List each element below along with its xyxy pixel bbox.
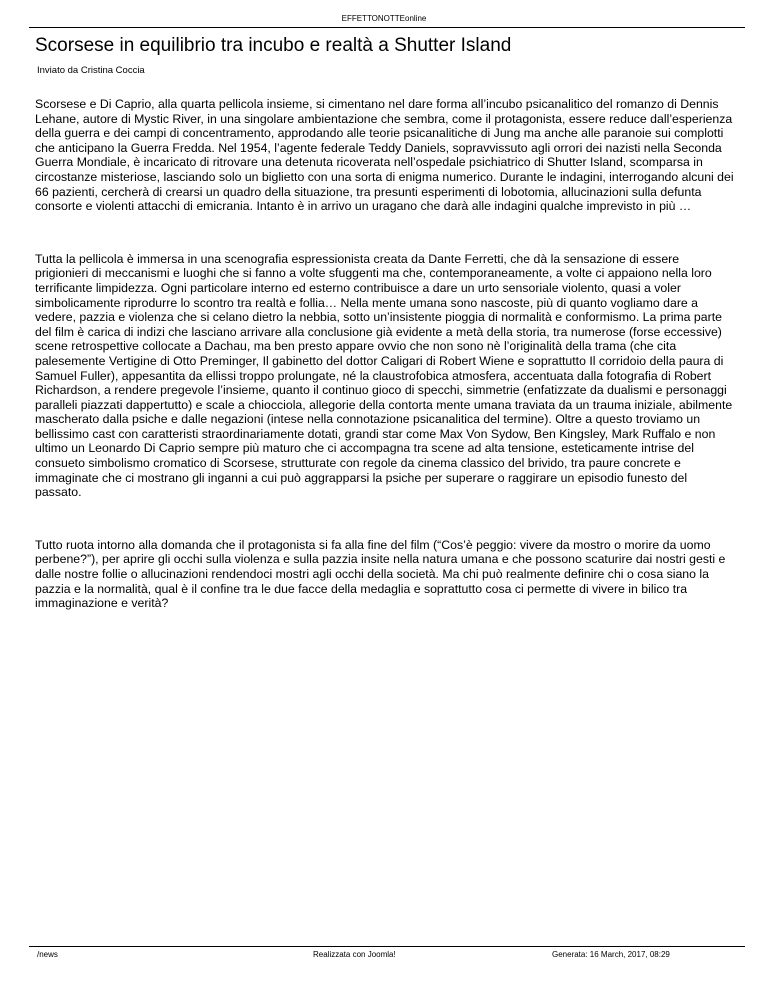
article-byline: Inviato da Cristina Coccia <box>37 65 145 76</box>
article-title: Scorsese in equilibrio tra incubo e realtà a Shutter Island <box>35 35 512 56</box>
footer-path: /news <box>37 950 58 959</box>
footer-generated-date: Generata: 16 March, 2017, 08:29 <box>552 950 670 959</box>
footer-divider <box>29 946 745 947</box>
article-paragraph-3: Tutto ruota intorno alla domanda che il protagonista si fa alla fine del film (“Cos’è peggio: vivere da mostro o morire da uomo perbene?”), per aprire gli occhi sulla violenza e sulla pazzia insite nella natura umana e che possono scaturire dai nostri gesti e dalle nostre follie o allucinazioni rendendoci mostri agli occhi della società. Ma chi può realmente definire chi o cosa siano la pazzia e la normalità, qual è il confine tra le due facce della medaglia e soprattutto cosa ci permette di vivere in bilico tra immaginazione e verità? <box>35 537 726 611</box>
article-paragraph-1: Scorsese e Di Caprio, alla quarta pellicola insieme, si cimentano nel dare forma all’incubo psicanalitico del romanzo di Dennis Lehane, autore di Mystic River, in una singolare ambientazione che sembra, come il protagonista, essere reduce dall’esperienza della guerra e dei campi di concentramento, approdando alle teorie psicanalitiche di Jung ma anche alle paranoie sui complotti che anticipano la Guerra Fredda. Nel 1954, l’agente federale Teddy Daniels, sopravvissuto agli orrori dei nazisti nella Seconda Guerra Mondiale, è incaricato di ritrovare una detenuta ricoverata nell’ospedale psichiatrico di Shutter Island, scomparsa in circostanze misteriose, lasciando solo un biglietto con una sorta di enigma numerico. Durante le indagini, interrogando alcuni dei 66 pazienti, cercherà di crearsi un quadro della situazione, tra presunti esperimenti di lobotomia, allucinazioni sulla defunta consorte e violenti attacchi di emicrania. Intanto è in arrivo un uragano che darà alle indagini qualche imprevisto in più … <box>35 97 734 214</box>
header-divider <box>29 27 745 28</box>
article-body <box>35 97 734 649</box>
article-paragraph-2: Tutta la pellicola è immersa in una scenografia espressionista creata da Dante Ferretti, che dà la sensazione di essere prigionieri di meccanismi e luoghi che si fanno a volte sfuggenti ma che, contemporaneamente, a volte ci appaiono nella loro terrificante limpidezza. Ogni particolare interno ed esterno contribuisce a dare un urto sensoriale violento, quasi a voler simbolicamente riprodurre lo scontro tra realtà e follia… Nella mente umana sono nascoste, più di quanto vogliamo dare a vedere, pazzia e violenza che si celano dietro la nebbia, sotto un’insistente pioggia di normalità e conformismo. La prima parte del film è carica di indizi che lasciano arrivare alla conclusione già evidente a metà della storia, tra numerose (forse eccessive) scene retrospettive collocate a Dachau, ma ben presto appare ovvio che non sono nè l’originalità della trama (che cita palesemente Vertigine di Otto Preminger, Il gabinetto del dottor Caligari di Robert Wiene e soprattutto Il corridoio della paura di Samuel Fuller), appesantita da ellissi troppo prolungate, né la claustrofobica atmosfera, accentuata dalla fotografia di Robert Richardson, a rendere pregevole l’insieme, quanto il continuo gioco di specchi, simmetrie (enfatizzate da dualismi e personaggi paralleli piazzati dappertutto) e scale a chiocciola, allegorie della contorta mente umana traviata da un trauma iniziale, abilmente mascherato dalla psiche e dalle negazioni (intese nella connotazione psicanalitica del termine). Oltre a questo troviamo un bellissimo cast con caratteristi straordinariamente dotati, grandi star come Max Von Sydow, Ben Kingsley, Mark Ruffalo e non ultimo un Leonardo Di Caprio sempre più maturo che ci accompagna tra scene ad alta tensione, esteticamente intrise del consueto simbolismo cromatico di Scorsese, strutturate con regole da cinema classico del brivido, tra paure concrete e immaginate che ci mostrano gli inganni a cui può aggrapparsi la psiche per superare o raggirare un episodio funesto del passato. <box>35 251 733 500</box>
footer-credit: Realizzata con Joomla! <box>313 950 396 959</box>
site-header: EFFETTONOTTEonline <box>341 14 427 23</box>
